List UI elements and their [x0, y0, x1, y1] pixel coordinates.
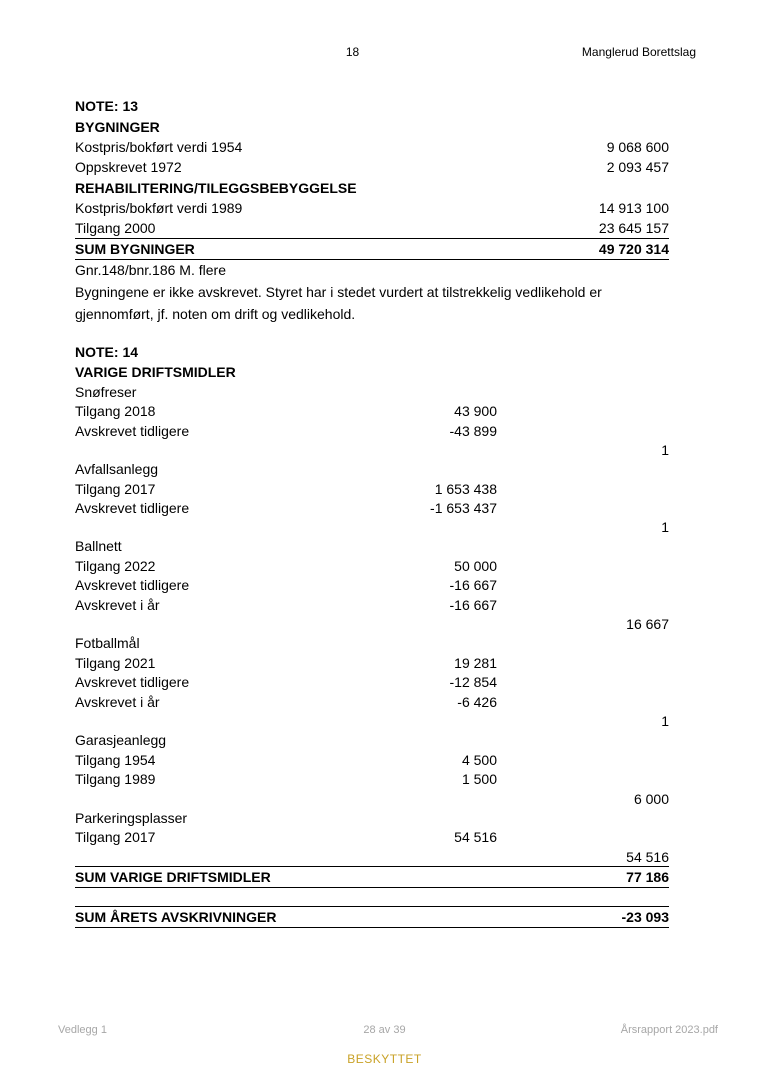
paragraph-line: Bygningene er ikke avskrevet. Styret har i stedet vurdert at tilstrekkelig vedlikehold er	[75, 284, 602, 300]
row-value: -6 426	[457, 694, 497, 710]
group-total: 16 667	[626, 616, 669, 632]
sum-label: SUM BYGNINGER	[75, 241, 195, 257]
note13-title: NOTE: 13	[75, 98, 139, 114]
sum-label: SUM VARIGE DRIFTSMIDLER	[75, 869, 271, 885]
table-row	[75, 137, 669, 157]
group-name-row	[75, 459, 669, 479]
footer-filename: Årsrapport 2023.pdf	[620, 1024, 718, 1036]
note13-title-row	[75, 96, 669, 116]
row-label: Kostpris/bokført verdi 1989	[75, 200, 243, 216]
sum-value: 77 186	[626, 869, 669, 885]
table-row	[75, 827, 669, 847]
table-row	[75, 157, 669, 177]
property-text: Gnr.148/bnr.186 M. flere	[75, 262, 226, 278]
table-row	[75, 556, 669, 576]
row-label: Avskrevet tidligere	[75, 674, 190, 690]
note14-title: NOTE: 14	[75, 344, 139, 360]
paragraph-line: gjennomført, jf. noten om drift og vedlikehold.	[75, 306, 356, 322]
sum-depreciation-label: SUM ÅRETS AVSKRIVNINGER	[75, 909, 277, 925]
group-name-row	[75, 730, 669, 750]
table-row	[75, 692, 669, 712]
group-name: Snøfreser	[75, 384, 137, 400]
table-row	[75, 401, 669, 421]
group-total-row	[75, 440, 669, 460]
row-label: Avskrevet tidligere	[75, 423, 190, 439]
group-total: 6 000	[633, 791, 669, 807]
table-row	[75, 575, 669, 595]
row-value: 43 900	[454, 403, 497, 419]
note13-heading-row	[75, 117, 669, 137]
group-total-row	[75, 711, 669, 731]
row-label: Tilgang 1989	[75, 771, 156, 787]
row-value: 23 645 157	[598, 220, 669, 236]
row-value: -16 667	[449, 577, 497, 593]
sum-row	[75, 239, 669, 259]
group-name: Garasjeanlegg	[75, 732, 167, 748]
table-row	[75, 672, 669, 692]
divider	[75, 887, 669, 888]
table-row	[75, 421, 669, 441]
row-value: 54 516	[454, 829, 497, 845]
note14-heading: VARIGE DRIFTSMIDLER	[75, 364, 236, 380]
table-row	[75, 198, 669, 218]
organization-name: Manglerud Borettslag	[581, 45, 696, 59]
row-value: 1 653 438	[434, 481, 497, 497]
note13-subheading: REHABILITERING/TILEGGSBEBYGGELSE	[75, 180, 357, 196]
footer-page-count: 28 av 39	[363, 1024, 406, 1036]
group-name: Avfallsanlegg	[75, 461, 159, 477]
row-label: Tilgang 2022	[75, 558, 156, 574]
group-total-row	[75, 847, 669, 867]
table-row	[75, 653, 669, 673]
note14-heading-row	[75, 362, 669, 382]
row-value: 4 500	[461, 752, 497, 768]
page-number: 18	[345, 45, 360, 59]
sum-row	[75, 867, 669, 887]
row-label: Tilgang 2018	[75, 403, 156, 419]
sum-depreciation-row	[75, 907, 669, 927]
group-name-row	[75, 536, 669, 556]
row-label: Tilgang 2000	[75, 220, 156, 236]
table-row	[75, 595, 669, 615]
group-name: Fotballmål	[75, 635, 140, 651]
row-value: -16 667	[449, 597, 497, 613]
row-label: Avskrevet i år	[75, 597, 160, 613]
table-row	[75, 769, 669, 789]
note14-title-row	[75, 342, 669, 362]
table-row	[75, 218, 669, 238]
row-value: 14 913 100	[598, 200, 669, 216]
table-row	[75, 750, 669, 770]
group-total: 1	[661, 713, 669, 729]
group-name: Ballnett	[75, 538, 122, 554]
row-label: Tilgang 1954	[75, 752, 156, 768]
row-value: 2 093 457	[606, 159, 669, 175]
group-total-row	[75, 789, 669, 809]
group-total-row	[75, 517, 669, 537]
classification-label: BESKYTTET	[347, 1052, 422, 1066]
row-value: -1 653 437	[430, 500, 497, 516]
note13-paragraph	[75, 281, 675, 325]
row-value: 50 000	[454, 558, 497, 574]
row-label: Tilgang 2021	[75, 655, 156, 671]
row-label: Tilgang 2017	[75, 829, 156, 845]
note13-heading: BYGNINGER	[75, 119, 160, 135]
footer-attachment: Vedlegg 1	[58, 1024, 107, 1036]
row-value: 9 068 600	[606, 139, 669, 155]
row-label: Kostpris/bokført verdi 1954	[75, 139, 243, 155]
row-value: -12 854	[449, 674, 497, 690]
note13-subheading-row	[75, 178, 669, 198]
group-total: 1	[661, 442, 669, 458]
sum-value: 49 720 314	[598, 241, 669, 257]
row-label: Avskrevet tidligere	[75, 500, 190, 516]
row-value: 1 500	[461, 771, 497, 787]
row-value: -43 899	[449, 423, 497, 439]
row-value: 19 281	[454, 655, 497, 671]
group-name-row	[75, 633, 669, 653]
row-label: Tilgang 2017	[75, 481, 156, 497]
sum-depreciation-value: -23 093	[621, 909, 669, 925]
row-label: Avskrevet i år	[75, 694, 160, 710]
table-row	[75, 498, 669, 518]
property-row	[75, 260, 669, 280]
group-name-row	[75, 808, 669, 828]
row-label: Avskrevet tidligere	[75, 577, 190, 593]
group-name-row	[75, 382, 669, 402]
divider	[75, 927, 669, 928]
table-row	[75, 479, 669, 499]
group-name: Parkeringsplasser	[75, 810, 188, 826]
group-total-row	[75, 614, 669, 634]
group-total: 1	[661, 519, 669, 535]
group-total: 54 516	[626, 849, 669, 865]
row-label: Oppskrevet 1972	[75, 159, 182, 175]
